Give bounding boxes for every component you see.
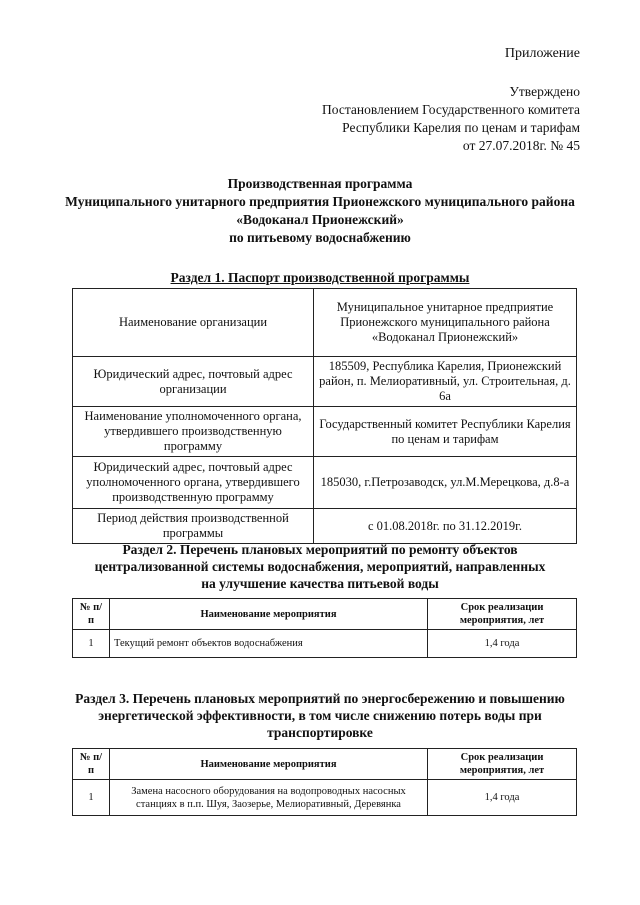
col-term-header: Срок реализации мероприятия, лет <box>428 749 577 780</box>
title-line: Муниципального унитарного предприятия Прионежского муниципального района <box>65 194 575 209</box>
row-name: Замена насосного оборудования на водопроводных насосных станциях в п.п. Шуя, Заозерье, Мелиоративный, Деревянка <box>110 780 428 816</box>
row-label: Период действия производственной программы <box>73 509 314 544</box>
row-num: 1 <box>73 780 110 816</box>
row-num: 1 <box>73 630 110 658</box>
col-num-header: № п/п <box>73 749 110 780</box>
row-name: Текущий ремонт объектов водоснабжения <box>110 630 428 658</box>
row-value: с 01.08.2018г. по 31.12.2019г. <box>314 509 577 544</box>
col-num-header: № п/п <box>73 599 110 630</box>
section3-heading: Раздел 3. Перечень плановых мероприятий по энергосбережению и повышению энергетической эффективности, в том числе снижению потерь воды при транспортировке <box>75 691 565 740</box>
col-term-header: Срок реализации мероприятия, лет <box>428 599 577 630</box>
approval-line: Постановлением Государственного комитета <box>322 102 580 117</box>
row-label: Наименование уполномоченного органа, утвердившего производственную программу <box>73 407 314 457</box>
approval-block <box>322 83 580 155</box>
section2-table <box>72 598 577 658</box>
approval-line: Республики Карелия по ценам и тарифам <box>342 120 580 135</box>
row-value: Муниципальное унитарное предприятие Прионежского муниципального района «Водоканал Прионежский» <box>314 289 577 357</box>
col-name-header: Наименование мероприятия <box>110 599 428 630</box>
row-value: 185509, Республика Карелия, Прионежский район, п. Мелиоративный, ул. Строительная, д. 6а <box>314 357 577 407</box>
table-row <box>73 407 577 457</box>
table-row <box>73 780 577 816</box>
row-value: 185030, г.Петрозаводск, ул.М.Мерецкова, д.8-а <box>314 457 577 509</box>
row-label: Наименование организации <box>73 289 314 357</box>
approval-line: Утверждено <box>509 84 580 99</box>
col-name-header: Наименование мероприятия <box>110 749 428 780</box>
table-row <box>73 630 577 658</box>
document-title <box>60 175 580 247</box>
table-row <box>73 289 577 357</box>
section3-table <box>72 748 577 816</box>
table-row <box>73 457 577 509</box>
row-term: 1,4 года <box>428 630 577 658</box>
row-label: Юридический адрес, почтовый адрес организации <box>73 357 314 407</box>
section1-heading: Раздел 1. Паспорт производственной программы <box>170 270 470 285</box>
table-header-row <box>73 749 577 780</box>
row-term: 1,4 года <box>428 780 577 816</box>
row-value: Государственный комитет Республики Карелия по ценам и тарифам <box>314 407 577 457</box>
appendix-label: Приложение <box>504 46 580 61</box>
title-line: по питьевому водоснабжению <box>229 230 411 245</box>
approval-line: от 27.07.2018г. № 45 <box>462 138 580 153</box>
passport-table <box>72 288 577 544</box>
table-row <box>73 509 577 544</box>
table-row <box>73 357 577 407</box>
section2-heading: Раздел 2. Перечень плановых мероприятий по ремонту объектов централизованной системы водоснабжения, мероприятий, направленных на улучшение качества питьевой воды <box>94 542 546 591</box>
row-label: Юридический адрес, почтовый адрес уполномоченного органа, утвердившего производственную программу <box>73 457 314 509</box>
title-line: Производственная программа <box>227 176 413 191</box>
table-header-row <box>73 599 577 630</box>
title-line: «Водоканал Прионежский» <box>236 212 404 227</box>
